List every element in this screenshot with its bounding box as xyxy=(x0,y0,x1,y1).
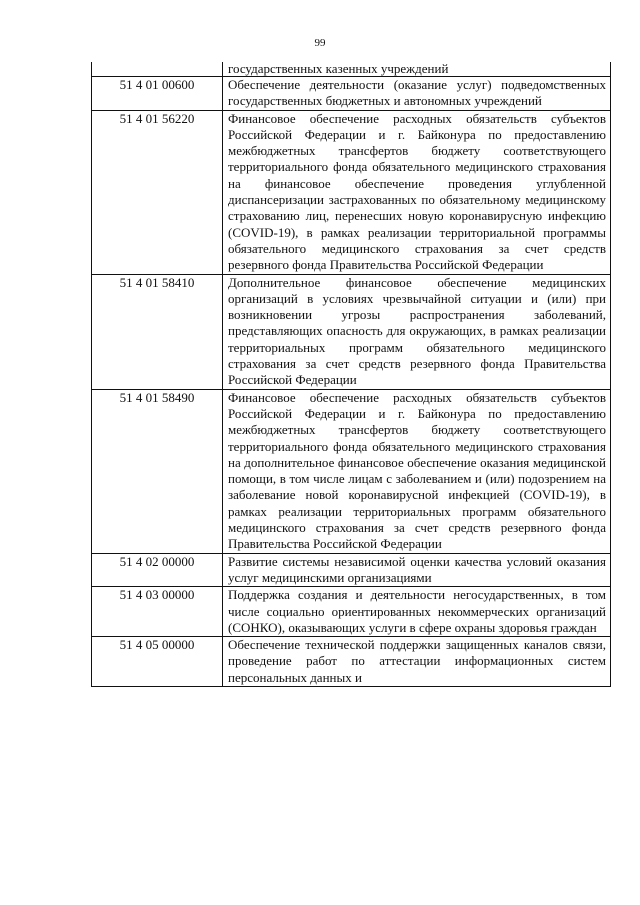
table-row xyxy=(92,637,611,687)
code-cell: 51 4 01 00600 xyxy=(92,77,223,111)
description-cell: государственных казенных учреждений xyxy=(223,62,611,77)
table-row xyxy=(92,274,611,389)
table-row xyxy=(92,62,611,77)
budget-classification-table xyxy=(91,62,611,687)
description-cell: Дополнительное финансовое обеспечение медицинских организаций в условиях чрезвычайной ситуации и (или) при возникновении угрозы распространения заболеваний, представляющих опасность для окружающих, в рамках реализации территориальных программ обязательного медицинского страхования за счет средств резервного фонда Правительства Российской Федерации xyxy=(223,274,611,389)
description-cell: Обеспечение деятельности (оказание услуг) подведомственных государственных бюджетных и автономных учреждений xyxy=(223,77,611,111)
description-cell: Финансовое обеспечение расходных обязательств субъектов Российской Федерации и г. Байконура по предоставлению межбюджетных трансфертов бюджету соответствующего территориального фонда обязательного медицинского страхования на финансовое обеспечение проведения углубленной диспансеризации застрахованных по обязательному медицинскому страхованию лиц, перенесших новую коронавирусную инфекцию (COVID-19), в рамках реализации территориальной программы обязательного медицинского страхования за счет средств резервного фонда Правительства Российской Федерации xyxy=(223,110,611,274)
table-row xyxy=(92,110,611,274)
code-cell: 51 4 05 00000 xyxy=(92,637,223,687)
code-cell xyxy=(92,62,223,77)
table-row xyxy=(92,553,611,587)
description-cell: Развитие системы независимой оценки качества условий оказания услуг медицинскими организациями xyxy=(223,553,611,587)
table-row xyxy=(92,587,611,637)
description-cell: Поддержка создания и деятельности негосударственных, в том числе социально ориентированных некоммерческих организаций (СОНКО), оказывающих услуги в сфере охраны здоровья граждан xyxy=(223,587,611,637)
table-row xyxy=(92,77,611,111)
code-cell: 51 4 01 58490 xyxy=(92,389,223,553)
code-cell: 51 4 02 00000 xyxy=(92,553,223,587)
description-cell: Финансовое обеспечение расходных обязательств субъектов Российской Федерации и г. Байконура по предоставлению межбюджетных трансфертов бюджету соответствующего территориального фонда обязательного медицинского страхования на дополнительное финансовое обеспечение оказания медицинской помощи, в том числе лицам с заболеванием и (или) подозрением на заболевание новой коронавирусной инфекцией (COVID-19), в рамках реализации территориальных программ обязательного медицинского страхования за счет средств резервного фонда Правительства Российской Федерации xyxy=(223,389,611,553)
code-cell: 51 4 03 00000 xyxy=(92,587,223,637)
code-cell: 51 4 01 58410 xyxy=(92,274,223,389)
description-cell: Обеспечение технической поддержки защищенных каналов связи, проведение работ по аттестации информационных систем персональных данных и xyxy=(223,637,611,687)
table-row xyxy=(92,389,611,553)
code-cell: 51 4 01 56220 xyxy=(92,110,223,274)
page-number: 99 xyxy=(314,37,326,49)
